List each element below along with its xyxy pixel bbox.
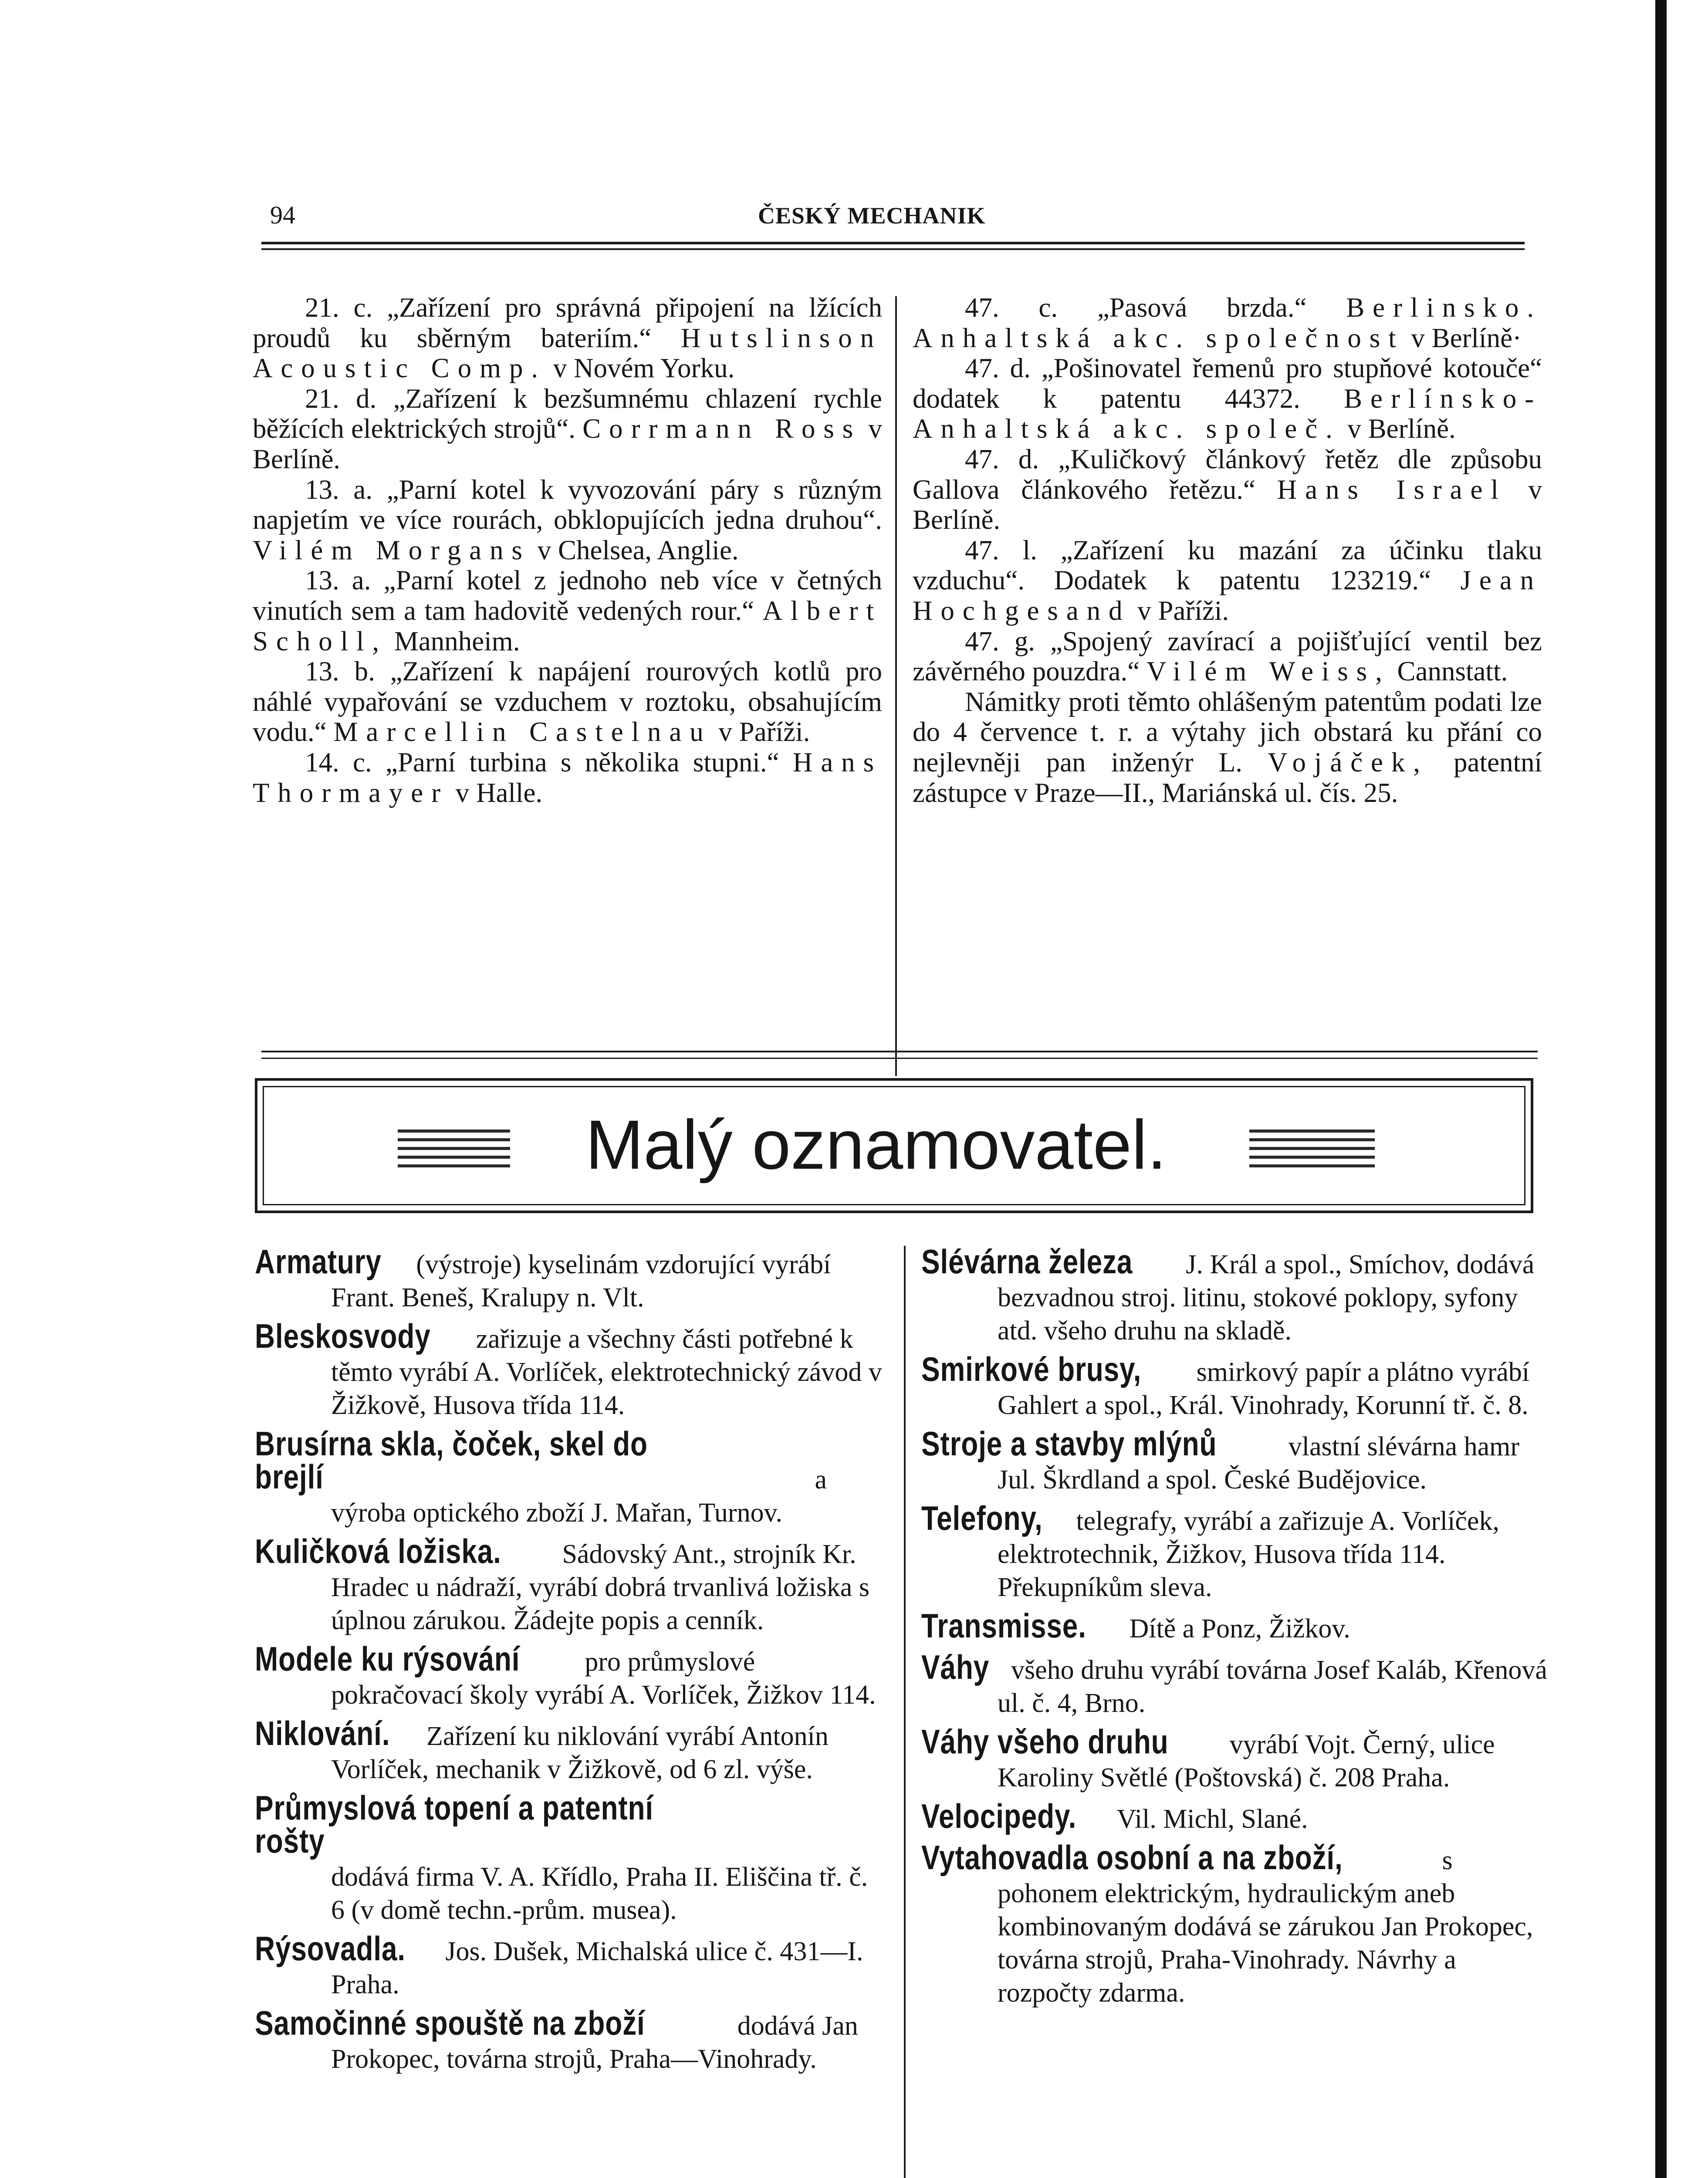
section-rule [261, 1051, 1538, 1052]
patent-entry: 21. c. „Zařízení pro správná připojení na lžících proudů ku sběrným bateriím.“ Hutslinson Acoustic Comp. v Novém Yorku. [253, 292, 882, 384]
ad-entry: Niklování. Zařízení ku niklování vyrábí Antonín Vorlíček, mechanik v Žižkově, od 6 zl. výše. [255, 1714, 829, 1784]
ad-entry: Váhy všeho druhu vyrábí Vojt. Černý, ulice Karoliny Světlé (Poštovská) č. 208 Praha. [921, 1722, 1495, 1792]
patent-entry: 21. d. „Zařízení k bezšumnému chlazení rychle běžících elektrických strojů“. Corrmann Ross v Berlíně. [253, 383, 883, 474]
ad-entry: Telefony, telegrafy, vyrábí a zařizuje A. Vorlíček, elektrotechnik, Žižkov, Husova třída 114. Překupníkům sleva. [921, 1499, 1499, 1602]
ads-right-column [921, 1242, 1549, 2015]
patent-entry: 13. a. „Parní kotel k vyvozování páry s různým napjetím ve více rourách, obklopujících jedna druhou“. Vilém Morgans v Chelsea, Anglie. [253, 474, 882, 565]
patent-entry: 47. l. „Zařízení ku mazání za účinku tlaku vzduchu“. Dodatek k patentu 123219.“ Jean Hochgesand v Paříži. [913, 534, 1542, 626]
banner-ornament-left [398, 1130, 510, 1173]
header-rule-bottom [261, 248, 1525, 250]
notice-paragraph: Námitky proti těmto ohlášeným patentům podati lze do 4 července t. r. a výtahy jich obstará ku přání co nejlevněji pan inženýr L. Vojáček, patentní zástupce v Praze—II., Mariánská ul. čís. 25. [913, 686, 1542, 808]
ad-entry: Kuličková ložiska. Sádovský Ant., strojník Kr. Hradec u nádraží, vyrábí dobrá trvanlivá ložiska s úplnou zárukou. Žádejte popis a cenník. [255, 1532, 870, 1635]
patents-right-column [913, 293, 1542, 808]
patents-left-column [253, 293, 882, 808]
ad-entry: Transmisse. Dítě a Ponz, Žižkov. [921, 1606, 1350, 1645]
ad-entry: Bleskosvody zařizuje a všechny části potřebné k těmto vyrábí A. Vorlíček, elektrotechnický závod v Žižkově, Husova třída 114. [255, 1317, 882, 1420]
page-number: 94 [270, 201, 295, 229]
ad-entry: Stroje a stavby mlýnů vlastní slévárna hamr Jul. Škrdland a spol. České Budějovice. [921, 1424, 1520, 1495]
patent-entry: 47. c. „Pasová brzda.“ Berlinsko. Anhaltská akc. společnost v Berlíně· [913, 292, 1542, 353]
ad-entry: Velocipedy. Vil. Michl, Slané. [921, 1797, 1308, 1835]
ad-entry: Rýsovadla. Jos. Dušek, Michalská ulice č. 431—I. Praha. [255, 1929, 863, 1999]
patent-entry: 47. g. „Spojený zavírací a pojišťující ventil bez závěrného pouzdra.“ Vilém Weiss, Cannstatt. [913, 626, 1542, 687]
section-rule [261, 1058, 1538, 1059]
patent-entry: 14. c. „Parní turbina s několika stupni.“ Hans Thormayer v Halle. [253, 747, 882, 808]
ad-entry: Smirkové brusy, smirkový papír a plátno vyrábí Gahlert a spol., Král. Vinohrady, Korunní tř. č. 8. [921, 1350, 1530, 1420]
patent-entry: 47. d. „Pošinovatel řemenů pro stupňové kotouče“ dodatek k patentu 44372. Berlínsko-Anhaltská akc. společ. v Berlíně. [913, 353, 1542, 444]
ads-banner-title: Malý oznamovatel. [585, 1106, 1167, 1184]
patent-entry: 13. b. „Zařízení k napájení rourových kotlů pro náhlé vypařování se vzduchem v roztoku, obsahujícím vodu.“ Marcellin Castelnau v Paříži. [253, 656, 882, 747]
ad-entry: Armatury (výstroje) kyselinám vzdorující vyrábí Frant. Beneš, Kralupy n. Vlt. [255, 1242, 831, 1312]
header-rule-top [261, 242, 1525, 244]
page-edge-border [1655, 0, 1667, 2178]
patent-entry: 47. d. „Kuličkový článkový řetěz dle způsobu Gallova článkového řetězu.“ Hans Israel v Berlíně. [913, 443, 1542, 535]
ad-entry: Slévárna železa J. Král a spol., Smíchov, dodává bezvadnou stroj. litinu, stokové poklopy, syfony atd. všeho druhu na skladě. [921, 1242, 1535, 1346]
banner-ornament-right [1249, 1130, 1375, 1173]
patents-column-divider [895, 296, 897, 1076]
ads-column-divider [904, 1246, 906, 2178]
patent-entry: 13. a. „Parní kotel z jednoho neb více v četných vinutích sem a tam hadovitě vedených rour.“ Albert Scholl, Mannheim. [253, 565, 882, 656]
ads-left-column [255, 1242, 884, 2081]
ad-entry: Váhy všeho druhu vyrábí továrna Josef Kaláb, Křenová ul. č. 4, Brno. [921, 1648, 1547, 1718]
journal-title: ČESKÝ MECHANIK [758, 203, 986, 229]
ad-entry: Průmyslová topení a patentní rošty dodává firma V. A. Křídlo, Praha II. Eliščina tř. č. 6 (v domě techn.-prům. musea). [255, 1789, 868, 1925]
ad-entry: Vytahovadla osobní a na zboží, s pohonem elektrickým, hydraulickým aneb kombinovaným dodává se zárukou Jan Prokopec, továrna strojů, Praha-Vinohrady. Návrhy a rozpočty zdarma. [921, 1838, 1533, 2008]
ad-entry: Brusírna skla, čoček, skel do brejlí a výroba optického zboží J. Mařan, Turnov. [255, 1424, 827, 1528]
ads-banner [255, 1078, 1533, 1213]
ad-entry: Samočinné spouště na zboží dodává Jan Prokopec, továrna strojů, Praha—Vinohrady. [255, 2004, 858, 2074]
ad-entry: Modele ku rýsování pro průmyslové pokračovací školy vyrábí A. Vorlíček, Žižkov 114. [255, 1640, 876, 1710]
